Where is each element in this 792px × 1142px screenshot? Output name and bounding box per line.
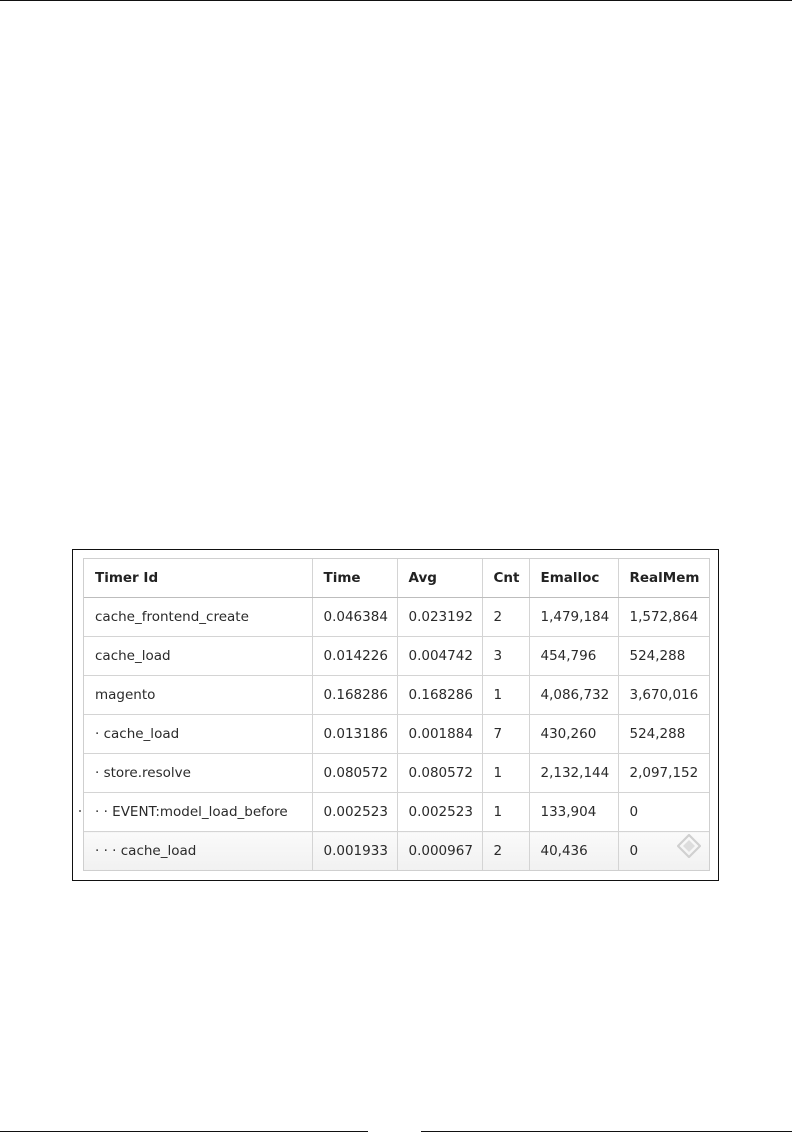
cell-cnt: 2 — [482, 832, 529, 871]
footer-rule-right — [421, 1131, 792, 1132]
header-time: Time — [312, 559, 397, 598]
footer-rule-left — [0, 1131, 368, 1132]
header-avg: Avg — [397, 559, 482, 598]
cell-avg: 0.001884 — [397, 715, 482, 754]
top-rule — [0, 0, 792, 1]
cell-time: 0.001933 — [312, 832, 397, 871]
cell-timer-id: cache_frontend_create — [84, 598, 312, 637]
cell-emalloc: 40,436 — [529, 832, 618, 871]
cell-realmem: 2,097,152 — [618, 754, 710, 793]
cell-cnt: 2 — [482, 598, 529, 637]
cell-cnt: 1 — [482, 754, 529, 793]
cell-avg: 0.023192 — [397, 598, 482, 637]
cell-time: 0.046384 — [312, 598, 397, 637]
cell-cnt: 3 — [482, 637, 529, 676]
cell-time: 0.168286 — [312, 676, 397, 715]
table-row — [84, 715, 710, 754]
table-row — [84, 793, 710, 832]
cell-realmem: 0 — [618, 793, 710, 832]
cell-timer-id: · store.resolve — [84, 754, 312, 793]
cell-emalloc: 430,260 — [529, 715, 618, 754]
cell-time: 0.014226 — [312, 637, 397, 676]
table-row — [84, 676, 710, 715]
header-realmem: RealMem — [618, 559, 710, 598]
header-cnt: Cnt — [482, 559, 529, 598]
cell-avg: 0.002523 — [397, 793, 482, 832]
cell-realmem: 524,288 — [618, 637, 710, 676]
diamond-watermark-icon — [677, 834, 701, 858]
cell-time: 0.002523 — [312, 793, 397, 832]
cell-realmem: 1,572,864 — [618, 598, 710, 637]
cell-realmem: 0 — [618, 832, 710, 871]
cell-cnt: 1 — [482, 793, 529, 832]
header-emalloc: Emalloc — [529, 559, 618, 598]
cell-timer-id: · · · cache_load — [84, 832, 312, 871]
cell-cnt: 7 — [482, 715, 529, 754]
cell-timer-id: magento — [84, 676, 312, 715]
cell-time: 0.013186 — [312, 715, 397, 754]
cell-realmem: 524,288 — [618, 715, 710, 754]
table-row — [84, 754, 710, 793]
cell-emalloc: 4,086,732 — [529, 676, 618, 715]
cell-emalloc: 2,132,144 — [529, 754, 618, 793]
cell-time: 0.080572 — [312, 754, 397, 793]
table-header-row — [84, 559, 710, 598]
cell-timer-id: · cache_load — [84, 715, 312, 754]
cell-realmem: 3,670,016 — [618, 676, 710, 715]
table-row — [84, 832, 710, 871]
header-timer-id: Timer Id — [84, 559, 312, 598]
profiler-table-container — [83, 558, 710, 871]
cell-timer-id: · · EVENT:model_load_before — [84, 793, 312, 832]
stray-dot — [79, 810, 81, 812]
cell-emalloc: 454,796 — [529, 637, 618, 676]
figure-frame — [72, 549, 719, 881]
cell-avg: 0.168286 — [397, 676, 482, 715]
table-row — [84, 637, 710, 676]
cell-avg: 0.000967 — [397, 832, 482, 871]
cell-cnt: 1 — [482, 676, 529, 715]
cell-avg: 0.004742 — [397, 637, 482, 676]
cell-emalloc: 133,904 — [529, 793, 618, 832]
cell-avg: 0.080572 — [397, 754, 482, 793]
cell-timer-id: cache_load — [84, 637, 312, 676]
profiler-table — [84, 559, 710, 870]
cell-emalloc: 1,479,184 — [529, 598, 618, 637]
table-row — [84, 598, 710, 637]
